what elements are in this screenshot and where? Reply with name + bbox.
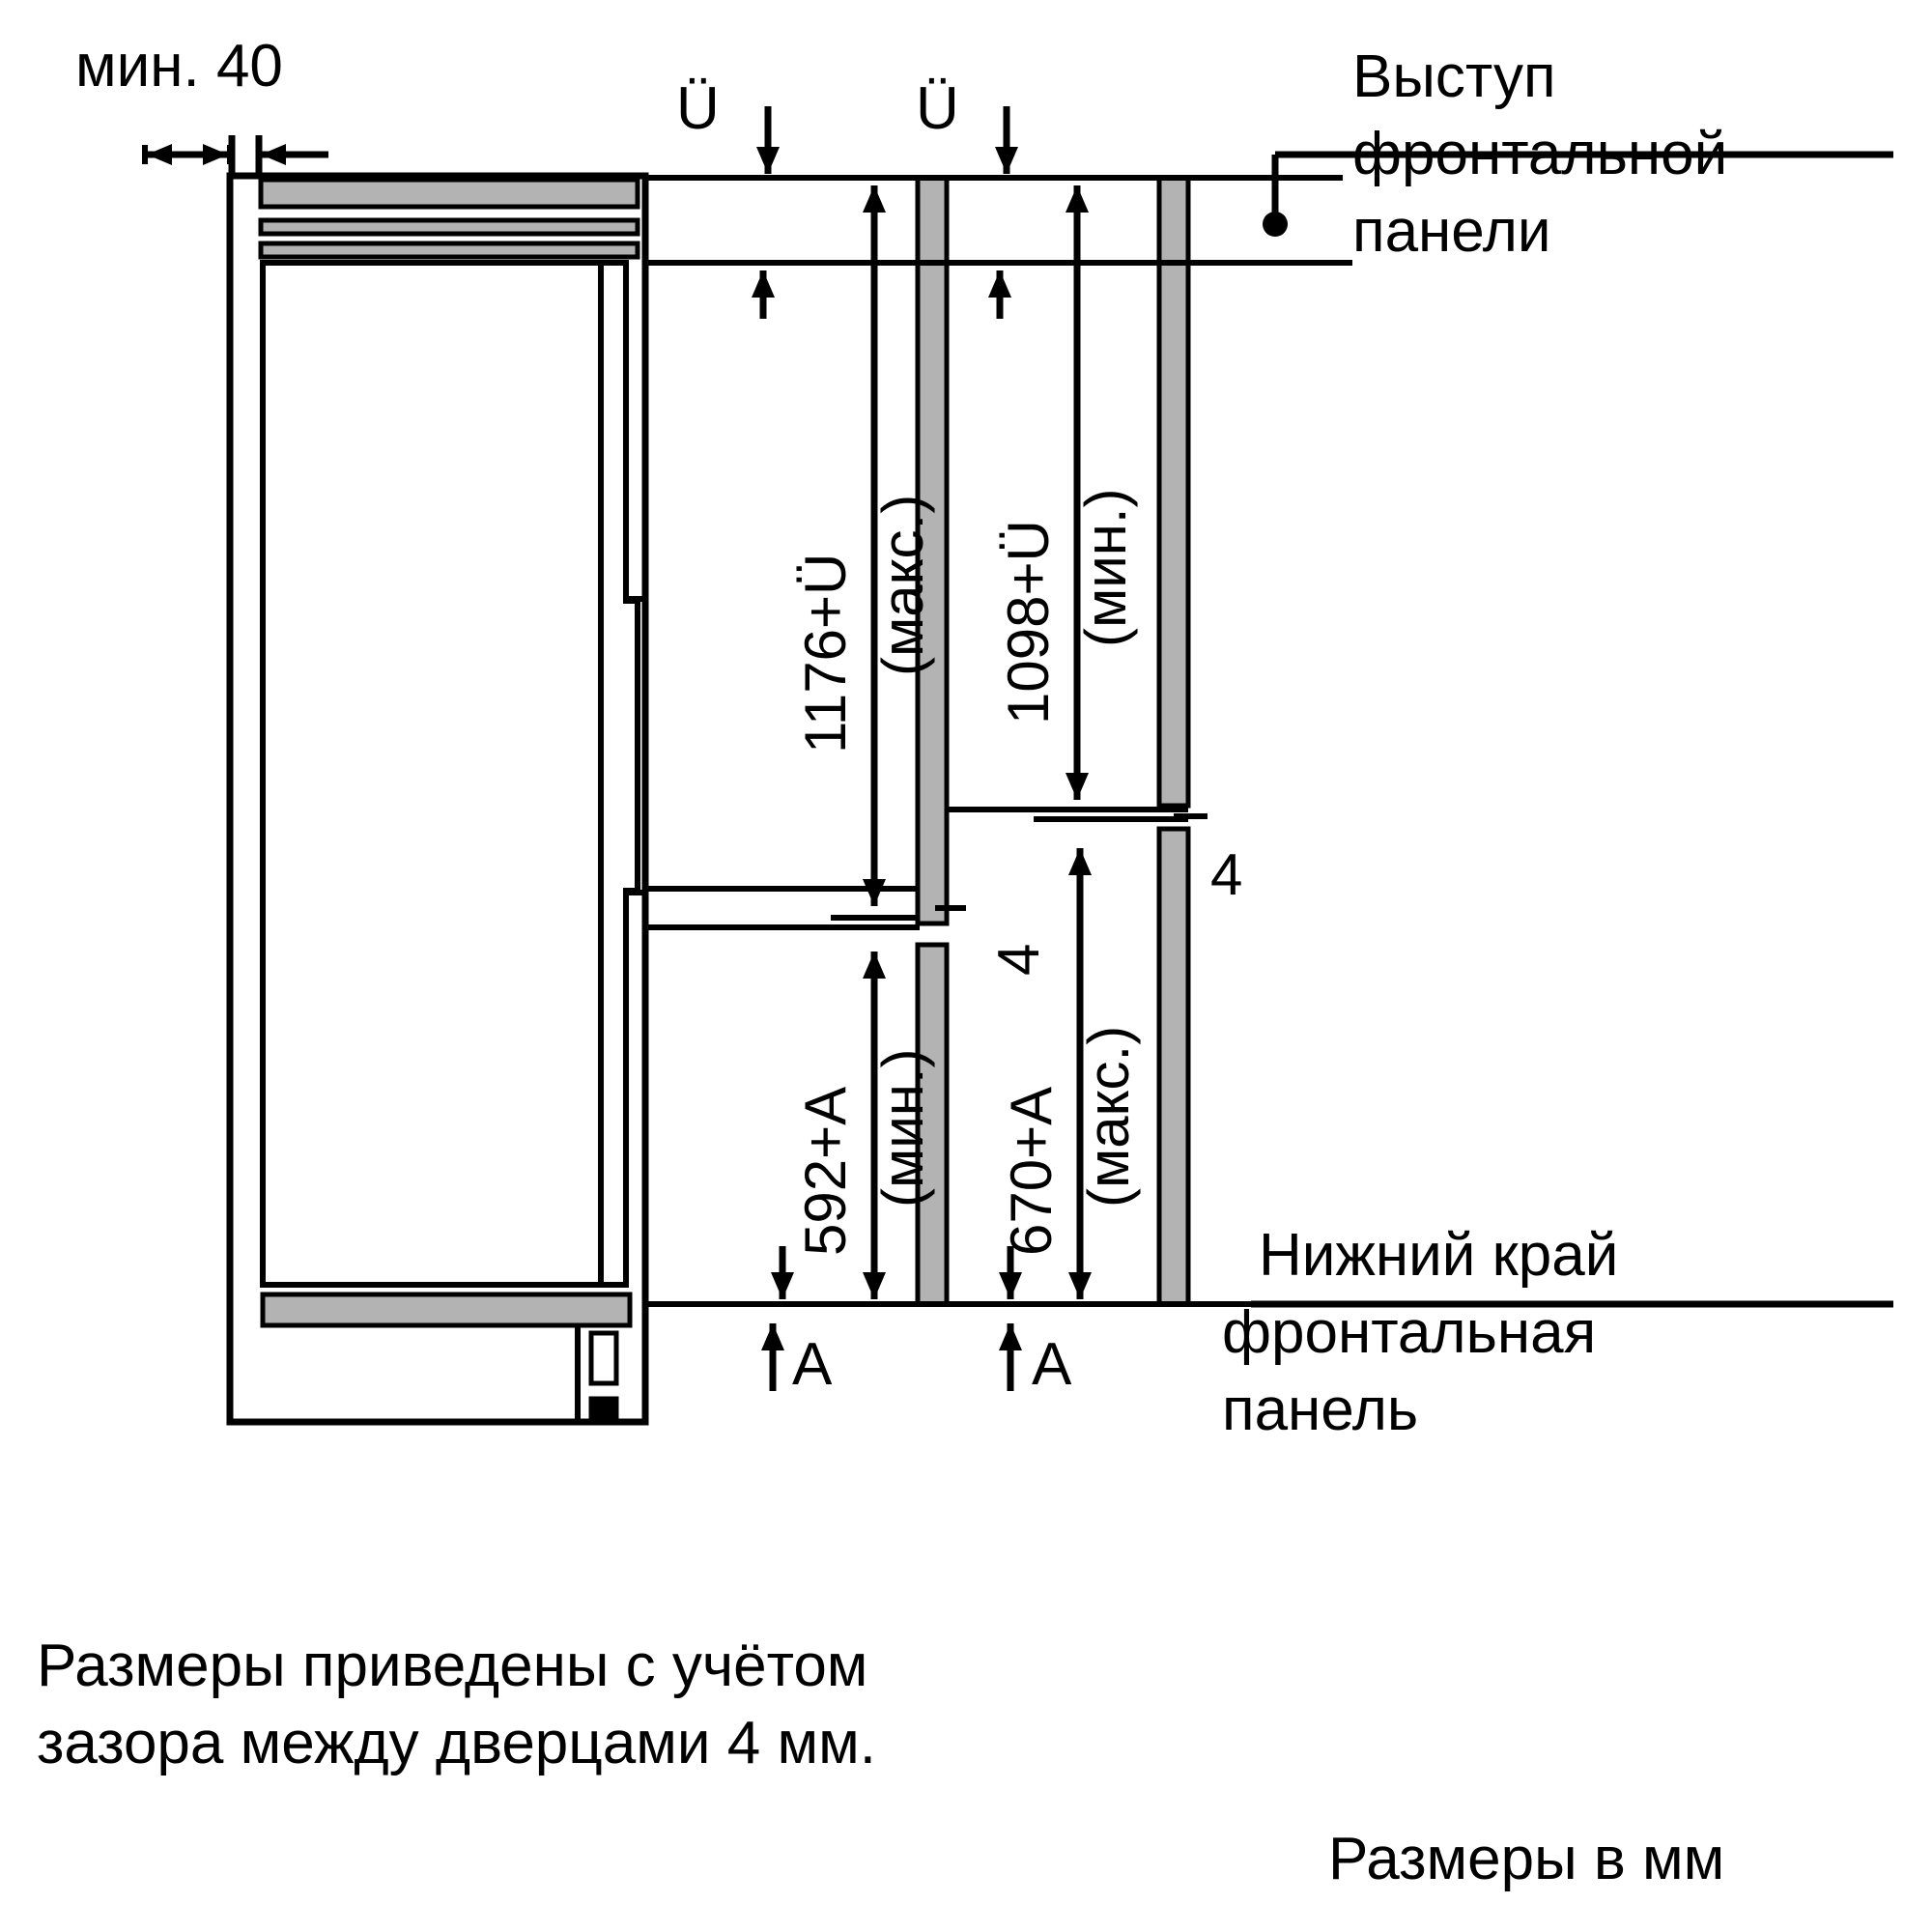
dimension-592-a-qualifier: (мин.): [870, 1048, 935, 1208]
dimension-1098-u-qualifier: (мин.): [1073, 488, 1138, 647]
clearance-note-line1: Размеры приведены с учётом: [37, 1633, 868, 1699]
gap-label-right: 4: [1210, 842, 1243, 907]
u-label-right: Ü: [916, 75, 959, 142]
callout-bottom-edge-line2: фронтальная: [1222, 1299, 1597, 1366]
callout-front-panel-projection-line1: Выступ: [1352, 43, 1556, 110]
a-label-left: A: [792, 1331, 833, 1398]
dimension-592-a: 592+A: [793, 1086, 858, 1256]
callout-front-panel-projection-line3: панели: [1352, 198, 1551, 265]
gap-label-middle: 4: [986, 943, 1051, 976]
callout-front-panel-projection-line2: фронтальной: [1352, 121, 1728, 187]
clearance-note-line2: зазора между дверцами 4 мм.: [37, 1710, 876, 1776]
units-note: Размеры в мм: [1328, 1826, 1725, 1892]
dimension-1098-u: 1098+Ü: [996, 520, 1061, 724]
dimension-670-a-qualifier: (макс.): [1076, 1025, 1141, 1208]
dimension-670-a: 670+A: [999, 1086, 1064, 1256]
min-40-label: мин. 40: [75, 33, 283, 99]
a-label-right: A: [1032, 1331, 1072, 1398]
dimension-1176-u-qualifier: (макс.): [870, 494, 935, 676]
u-label-left: Ü: [676, 75, 720, 142]
callout-bottom-edge-line3: панель: [1222, 1377, 1419, 1443]
dimension-1176-u: 1176+Ü: [793, 553, 858, 753]
callout-bottom-edge-line1: Нижний край: [1259, 1222, 1619, 1289]
